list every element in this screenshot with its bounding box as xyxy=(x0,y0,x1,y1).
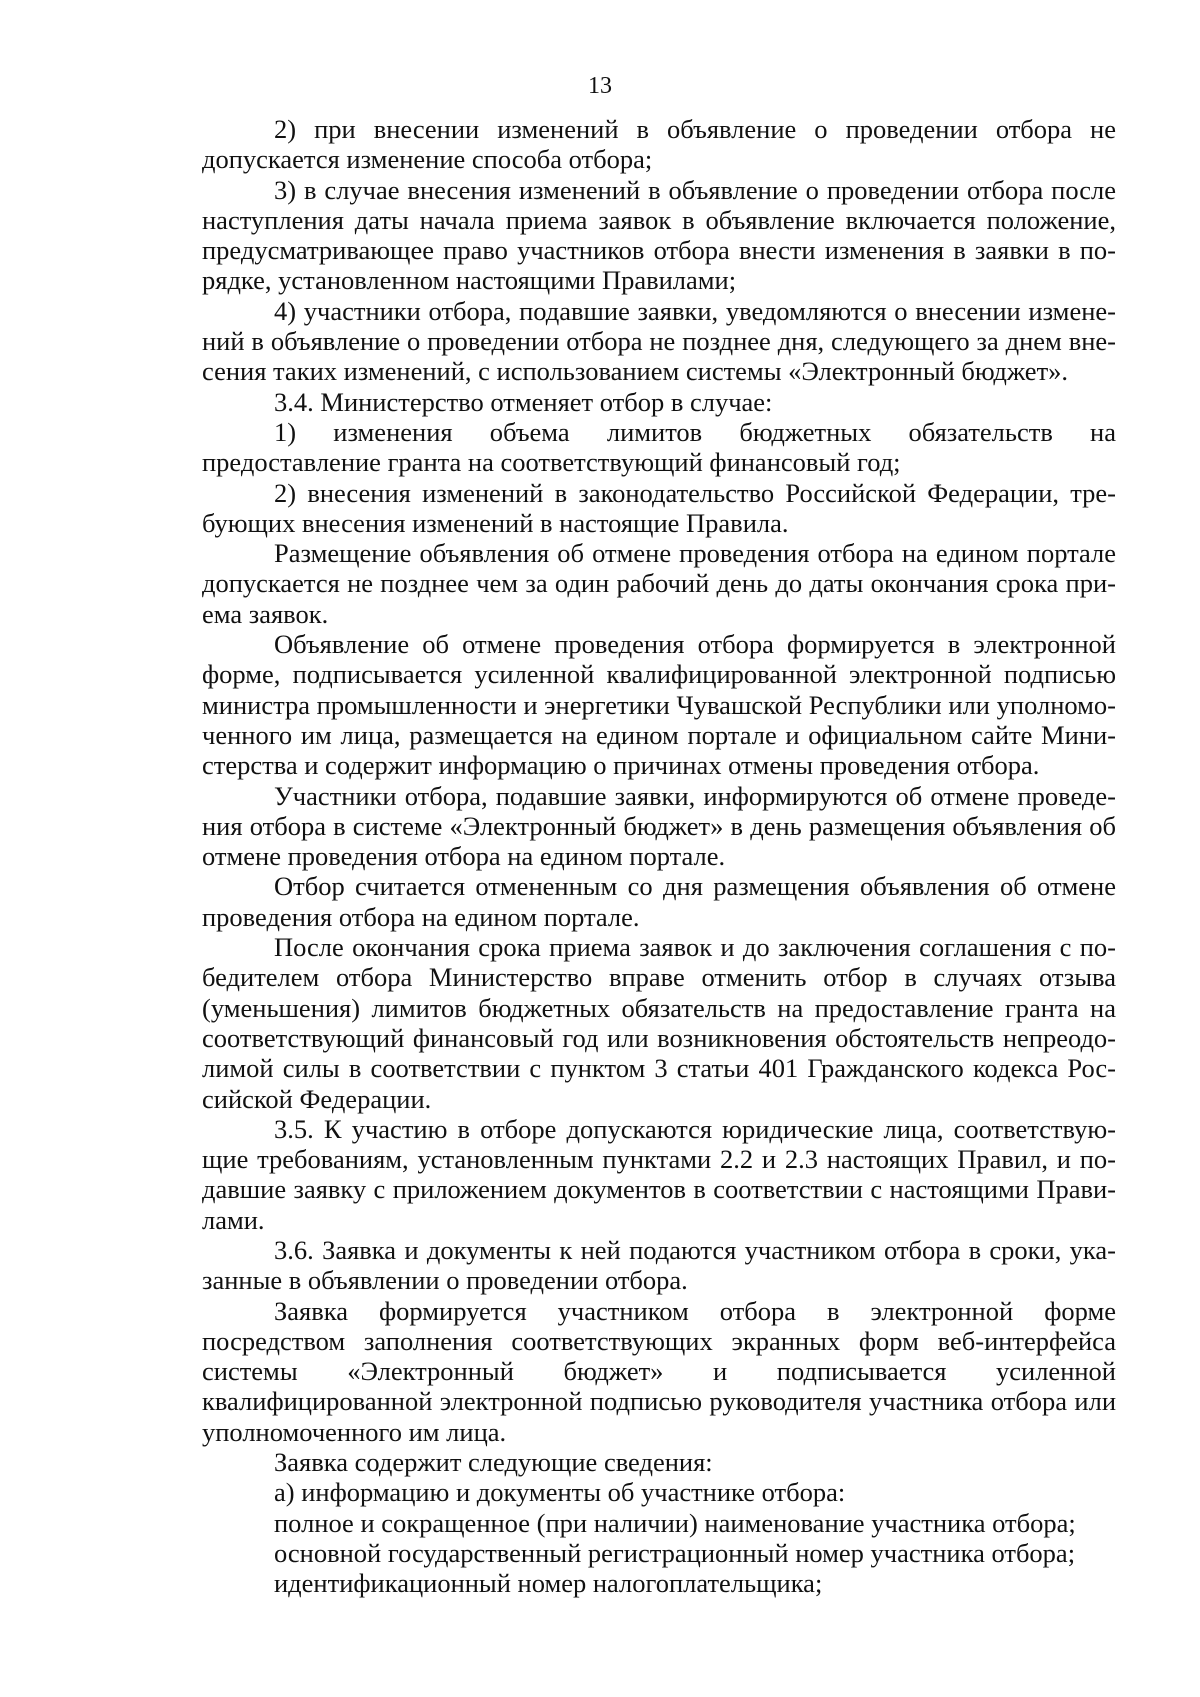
paragraph: 2) внесения изменений в законодательство Российской Федерации, требующих внесения изменений в настоящие Правила. xyxy=(202,477,1116,538)
page-number: 13 xyxy=(588,73,612,99)
paragraph: 3) в случае внесения изменений в объявление о проведении отбора после наступления даты начала приема заявок в объявление включается положение, предусматривающее право участников отбора внести изменения в заявки в порядке, установленном настоящими Правилами; xyxy=(202,174,1116,296)
paragraph: основной государственный регистрационный номер участника отбора; xyxy=(274,1537,1076,1568)
paragraph: 3.4. Министерство отменяет отбор в случае: xyxy=(274,386,773,417)
paragraph: идентификационный номер налогоплательщика; xyxy=(274,1568,823,1599)
paragraph: После окончания срока приема заявок и до заключения соглашения с победителем отбора Министерство вправе отменить отбор в случаях отзыва (уменьшения) лимитов бюджетных обязательств на предоставление гранта на соответствующий финансовый год или возникновения обстоятельств непреодолимой силы в соответствии с пунктом 3 статьи 401 Гражданского кодекса Российской Федерации. xyxy=(202,932,1116,1114)
paragraph: 2) при внесении изменений в объявление о проведении отбора не допускается изменение способа отбора; xyxy=(202,114,1116,175)
paragraph: 3.5. К участию в отборе допускаются юридические лица, соответствующие требованиям, установленным пунктами 2.2 и 2.3 настоящих Правил, и подавшие заявку с приложением документов в соответствии с настоящими Правилами. xyxy=(202,1113,1116,1235)
paragraph: Размещение объявления об отмене проведения отбора на едином портале допускается не позднее чем за один рабочий день до даты окончания срока приема заявок. xyxy=(202,538,1116,629)
paragraph: полное и сокращенное (при наличии) наименование участника отбора; xyxy=(274,1507,1076,1538)
paragraph: а) информацию и документы об участнике отбора: xyxy=(274,1477,846,1508)
paragraph: Отбор считается отмененным со дня размещения объявления об отмене проведения отбора на едином портале. xyxy=(202,871,1116,932)
paragraph: 1) изменения объема лимитов бюджетных обязательств на предоставление гранта на соответствующий финансовый год; xyxy=(202,416,1116,478)
paragraph: Заявка содержит следующие сведения: xyxy=(274,1447,713,1478)
paragraph: Объявление об отмене проведения отбора формируется в электронной форме, подписывается усиленной квалифицированной электронной подписью министра промышленности и энергетики Чувашской Республики или уполномоченного им лица, размещается на едином портале и официальном сайте Министерства и содержит информацию о причинах отмены проведения отбора. xyxy=(202,629,1116,781)
paragraph: 4) участники отбора, подавшие заявки, уведомляются о внесении изменений в объявление о проведении отбора не позднее дня, следующего за днем внесения таких изменений, с использованием системы «Электронный бюджет». xyxy=(202,295,1116,387)
paragraph: 3.6. Заявка и документы к ней подаются участником отбора в сроки, указанные в объявлении о проведении отбора. xyxy=(202,1234,1116,1296)
document-body xyxy=(202,114,1116,1599)
paragraph: Участники отбора, подавшие заявки, информируются об отмене проведения отбора в системе «Электронный бюджет» в день размещения объявления об отмене проведения отбора на едином портале. xyxy=(202,780,1116,872)
paragraph: Заявка формируется участником отбора в электронной форме посредством заполнения соответствующих экранных форм веб-интерфейса системы «Электронный бюджет» и подписывается усиленной квалифицированной электронной подписью руководителя участника отбора или уполномоченного им лица. xyxy=(202,1295,1116,1447)
